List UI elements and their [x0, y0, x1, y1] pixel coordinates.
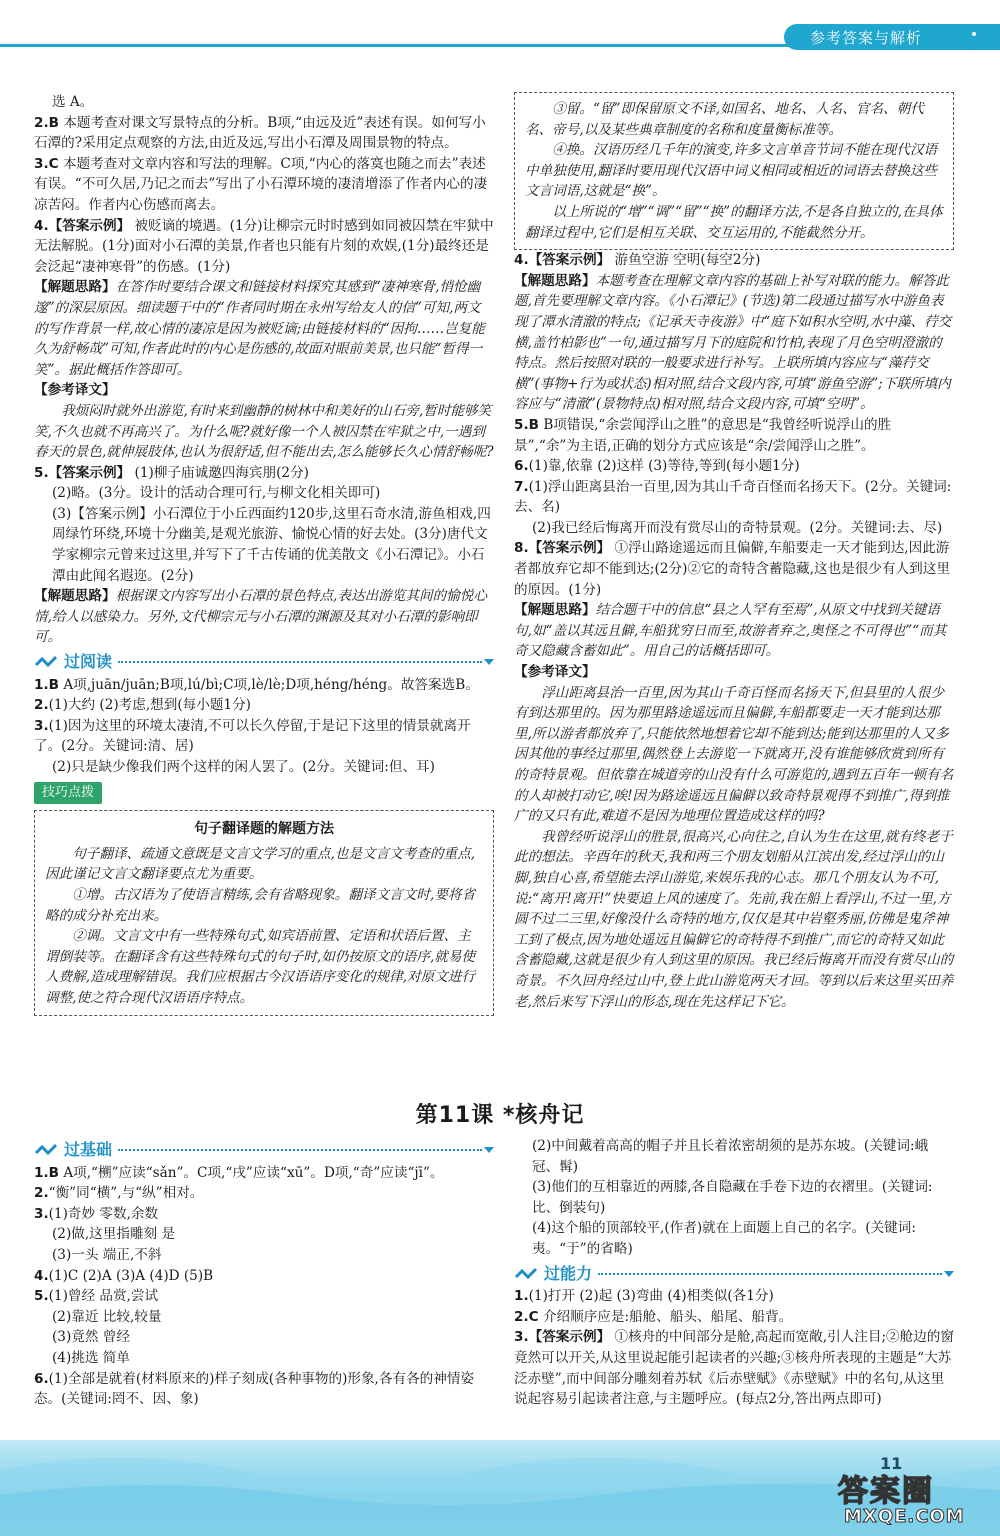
item-text: A项,“㮶”应读“sǎn”。C项,“戌”应读“xū”。D项,“奇”应读“jī”。	[63, 1164, 444, 1181]
tip-title: 句子翻译题的解题方法	[194, 821, 334, 838]
item-number: 1.B	[34, 1164, 59, 1181]
item-text: 介绍顺序应是:船舱、船头、船尾、船背。	[542, 1308, 793, 1325]
chevron-down-icon	[944, 1271, 954, 1277]
chevron-down-icon	[484, 659, 494, 665]
section-header-basic	[34, 1140, 494, 1161]
item-number: 1.B	[34, 676, 59, 693]
item-text: (4)这个船的顶部较平,(作者)就在上面题上自己的名字。(关键词:夷。“于”的省略)	[532, 1220, 916, 1257]
item-text: (2)我已经后悔离开而没有赏尽山的奇特景观。(2分。关键词:去、尽)	[532, 519, 943, 536]
section-rule	[118, 661, 482, 663]
analysis	[34, 586, 494, 648]
answer-item	[34, 1286, 494, 1307]
right-column-lower	[514, 1136, 954, 1410]
answer-item	[34, 113, 494, 154]
answer-item	[34, 216, 494, 278]
item-text: ①浮山路途遥远而且偏僻,车船要走一天才能到达,因此游者都放弃它却不能到达;(2分)②它的奇特含蓄隐藏,这也是很少有人到这里的原因。(1分)	[514, 540, 950, 598]
tip-text: 以上所说的“增”“调”“留”“换”的翻译方法,不是各自独立的,在具体翻译过程中,它们是相互关联、交互运用的,不能截然分开。	[525, 203, 943, 241]
header-tab-label: 参考答案与解析	[810, 29, 923, 47]
tip-text: ②调。文言文中有一些特殊句式,如宾语前置、定语和状语后置、主谓倒装等。在翻译含有这些特殊句式的句子时,如仍按原文的语序,就易使人费解,造成理解错误。我们应根据古今汉语语序变化的规律,对原文进行调整,使之符合现代汉语语序特点。	[45, 928, 476, 1006]
analysis-text: 本题考查在理解文章内容的基础上补写对联的能力。解答此题,首先要理解文章内容。《小石潭记》(节选)第二段通过描写水中游鱼表现了潭水清澈的特点;《记承天寺夜游》中“庭下如积水空明,水中藻、荇交横,盖竹柏影也”一句,通过描写月下的庭院和竹柏,表现了月色空明澄澈的特点。然后按照对联的一般要求进行补写。上联所填内容应与“藻荇交横”(事物+行为或状态)相对照,结合文段内容,可填“游鱼空游”;下联所填内容应与“清澈”(景物特点)相对照,结合文段内容,可填“空明”。	[514, 272, 952, 413]
tag: 【解题思路】	[34, 279, 116, 296]
item-text: 本题考查对课文写景特点的分析。B项,“由远及近”表述有误。如何写小石潭的?采用定点观察的方法,由近及远,写出小石潭及周围景物的特点。	[34, 114, 486, 152]
item-text: (3)一头 端正,不斜	[52, 1246, 162, 1263]
answer-item	[514, 456, 954, 477]
item-text: (4)挑选 简单	[52, 1349, 130, 1366]
item-text: (2)中间戴着高高的帽子并且长着浓密胡须的是苏东坡。(关键词:峨冠、髯)	[532, 1138, 929, 1175]
answer-item	[34, 675, 494, 696]
item-text: (1)因为这里的环境太凄清,不可以长久停留,于是记下这里的情景就离开了。(2分。关键词:清、居)	[34, 717, 471, 755]
analysis-text: 根据课文内容写出小石潭的景色特点,表达出游览其间的愉悦心情,给人以感染力。另外,文代柳宗元与小石潭的渊源及其对小石潭的影响即可。	[34, 588, 487, 646]
item-number: 3.C	[34, 155, 59, 172]
section-title: 过基础	[64, 1140, 113, 1159]
analysis	[34, 277, 494, 380]
answer-item	[34, 716, 494, 757]
answer-item	[34, 463, 494, 484]
item-number: 7.	[514, 478, 529, 495]
item-text: (1)奇妙 零数,余数	[48, 1205, 159, 1222]
item-number: 3.	[514, 1329, 529, 1346]
translation-tag	[34, 380, 494, 401]
item-text: (3)【答案示例】小石潭位于小丘西面约120步,这里石奇水清,游鱼相戏,四周绿竹环绕,环境十分幽美,是观光旅游、愉悦心情的好去处。(3分)唐代文学家柳宗元曾来过这里,并写下了千古传诵的优美散文《小石潭记》。小石潭由此闻名遐迩。(2分)	[52, 505, 491, 584]
left-column-lower	[34, 1136, 494, 1410]
answer-item	[514, 1286, 954, 1307]
item-number: 3.	[34, 717, 49, 734]
item-text: (1)靠,依靠 (2)这样 (3)等待,等到(每小题1分)	[528, 458, 800, 475]
item-text: (2)只是缺少像我们两个这样的闲人罢了。(2分。关键词:但、耳)	[52, 759, 435, 775]
watermark-url: MXQE.COM	[844, 1506, 965, 1527]
translation-text: 浮山距离县治一百里,因为其山千奇百怪而名扬天下,但县里的人很少有到达那里的。因为那里路途遥远而且偏僻,车船都要走一天才能到达那里,所以游者都放弃了,只能依然地想着它却不能到达;能到达那里的人又多因其他的事经过那里,偶然登上去游览一下就离开,没有谁能够欣赏到所有的奇特景观。但依靠在城道旁的山没有什么可游览的,遇到五百年一顿有名的人却被打动它,唉!因为路途遥远且偏僻以致奇特景观得不到推广,得到推广的又只有此,难道不是因为地理位置造成这样的吗?	[514, 684, 954, 825]
analysis-text: 在答作时要结合课文和链接材料探究其感到“凄神寒骨,悄怆幽邃”的深层原因。细读题干中的“作者同时期在永州写给友人的信”可知,两文的写作背景一样,故心情的凄凉是因为被贬谪;由链接材料的“因拘……岂复能久为舒畅哉”可知,作者此时的内心是伤感的,故面对眼前美景,也只能“暂得一笑”。据此概括作答即可。	[34, 279, 485, 378]
answer-item	[34, 1163, 494, 1184]
item-text: 被贬谪的境遇。(1分)让柳宗元时时感到如同被囚禁在牢狱中无法解脱。(1分)面对小石潭的美景,作者也只能有片刻的欢娱,(1分)最终还是会泛起“凄神寒骨”的伤感。(1分)	[34, 217, 494, 275]
item-text: (1)大约 (2)考虑,想到(每小题1分)	[48, 697, 251, 714]
tip-text: 句子翻译、疏通文意既是文言文学习的重点,也是文言文考查的重点,因此谨记文言文翻译要点尤为重要。	[45, 845, 476, 883]
section-icon	[34, 1143, 58, 1157]
left-column	[34, 92, 494, 1016]
section-header-ability	[514, 1264, 954, 1285]
item-text: “衡”同“横”,与“纵”相对。	[48, 1185, 204, 1202]
answer-item	[514, 1327, 954, 1409]
item-text: 游鱼空游 空明(每空2分)	[614, 252, 761, 269]
item-text: (1)C (2)A (3)A (4)D (5)B	[48, 1267, 214, 1284]
tip-tag: 技巧点拨	[34, 782, 102, 805]
lesson-title: 第11课 *核舟记	[415, 1103, 585, 1128]
answer-item	[514, 250, 954, 271]
text: 选 A。	[52, 94, 94, 110]
item-text: 本题考查对文章内容和写法的理解。C项,“内心的落寞也随之而去”表述有误。“不可久居,乃记之而去”写出了小石潭环境的凄清增添了作者内心的凄凉苦闷。作者内心伤感而离去。	[34, 155, 488, 213]
section-icon	[514, 1267, 538, 1281]
answer-item	[514, 477, 954, 518]
item-number: 4.	[34, 217, 49, 234]
item-number: 2.B	[34, 114, 59, 131]
watermark-text: 答案圈	[838, 1474, 934, 1509]
section-icon	[34, 655, 58, 669]
tag: 【答案示例】	[528, 1329, 611, 1346]
tip-box-continued	[514, 92, 954, 250]
tip-text: ①增。古汉语为了使语言精练,会有省略现象。翻译文言文时,要将省略的成分补充出来。	[45, 886, 476, 924]
analysis	[514, 600, 954, 662]
tip-text: ③留。“留”即保留原文不译,如国名、地名、人名、官名、朝代名、帝号,以及某些典章制度的名称和度量衡标准等。	[525, 101, 924, 138]
rocket-icon	[954, 22, 988, 52]
translation-tag	[514, 662, 954, 683]
tag: 【解题思路】	[514, 602, 596, 619]
tag: 【解题思路】	[514, 272, 596, 289]
item-text: (1)曾经 品赏,尝试	[48, 1288, 159, 1305]
item-number: 5.	[34, 464, 49, 481]
item-number: 4.	[514, 252, 529, 269]
item-number: 2.C	[514, 1308, 539, 1325]
chevron-down-icon	[484, 1147, 494, 1153]
tag: 【答案示例】	[528, 252, 611, 269]
tip-text: ④换。汉语历经几千年的演变,许多文言单音节词不能在现代汉语中单独使用,翻译时要用现代汉语中词义相同或相近的词语去替换这些文言词语,这就是“换”。	[525, 142, 938, 200]
tag: 【解题思路】	[34, 588, 116, 605]
item-text: (3)他们的互相靠近的两膝,各自隐藏在手卷下边的衣褶里。(关键词:比、倒装句)	[532, 1179, 933, 1216]
section-rule	[598, 1273, 942, 1275]
section-title: 过阅读	[64, 652, 113, 672]
analysis-text: 结合题干中的信息“县之人罕有至焉”,从原文中找到关键语句,如“盖以其远且僻,车船犹穷日而至,故游者弃之,奥怪之不可得也”“而其奇又隐藏含蓄如此”。用自己的话概括即可。	[514, 602, 947, 660]
page-number: 11	[880, 1454, 903, 1473]
tag: 【参考译文】	[514, 664, 596, 681]
item-text: (1)全部是就着(材料原来的)样子刻成(各种事物的)形象,各有各的神情姿态。(关键词:罔不、因、象)	[34, 1370, 475, 1408]
answer-item	[34, 1183, 494, 1204]
answer-item	[34, 154, 494, 216]
answer-item	[514, 415, 954, 456]
item-text: (2)做,这里指雕刻 是	[52, 1226, 176, 1243]
translation-text: 我烦闷时就外出游览,有时来到幽静的树林中和美好的山石旁,暂时能够笑笑,不久也就不再高兴了。为什么呢?就好像一个人被囚禁在牢狱之中,一遇到春天的景色,就伸展肢体,也认为很舒适,但不能出去,怎么能够长久心情舒畅呢?	[34, 402, 494, 461]
item-text: (1)打开 (2)起 (3)弯曲 (4)相类似(各1分)	[528, 1288, 774, 1305]
answer-item	[34, 1204, 494, 1225]
answer-item	[514, 1307, 954, 1328]
item-number: 1.	[514, 1288, 529, 1305]
tag: 【答案示例】	[528, 540, 611, 557]
section-rule	[118, 1149, 482, 1151]
item-number: 8.	[514, 540, 529, 557]
item-text: (2)靠近 比较,较量	[52, 1308, 162, 1325]
analysis	[514, 271, 954, 415]
item-number: 4.	[34, 1267, 49, 1284]
item-text: A项,juān/juān;B项,lú/bì;C项,lè/lè;D项,héng/héng。故答案选B。	[63, 676, 479, 693]
item-text: (3)竟然 曾经	[52, 1329, 130, 1346]
item-text: (2)略。(3分。设计的活动合理可行,与柳文化相关即可)	[52, 485, 381, 502]
item-number: 2.	[34, 697, 49, 714]
answer-item	[34, 695, 494, 716]
item-text: ①核舟的中间部分是舱,高起而宽敞,引人注目;②舱边的窗竟然可以开关,从这里说起能引起读者的兴趣;③核舟所表现的主题是“大苏泛赤壁”,而中间部分雕刻着苏轼《后赤壁赋》《赤壁赋》中的名句,从这里说起容易引起读者注意,与主题呼应。(每点2分,答出两点即可)	[514, 1329, 954, 1408]
tag: 【答案示例】	[48, 464, 131, 481]
tag: 【参考译文】	[34, 382, 116, 399]
item-number: 6.	[34, 1370, 49, 1387]
item-text: (1)柳子庙诚邀四海宾朋(2分)	[134, 464, 309, 481]
item-number: 2.	[34, 1185, 49, 1202]
section-title: 过能力	[544, 1263, 593, 1283]
item-number: 6.	[514, 458, 529, 475]
item-text: B项错误,“余尝闻浮山之胜”的意思是“我曾经听说浮山的胜景”,“余”为主语,正确的划分方式应该是“余/尝闻浮山之胜”。	[514, 416, 892, 454]
section-header-read	[34, 652, 494, 673]
tag: 【答案示例】	[48, 217, 131, 234]
answer-item	[514, 538, 954, 600]
tip-box	[34, 810, 494, 1015]
answer-item	[34, 1266, 494, 1287]
right-column	[514, 92, 954, 1012]
answer-item	[34, 1369, 494, 1410]
item-number: 5.B	[514, 416, 539, 433]
item-text: (1)浮山距离县治一百里,因为其山千奇百怪而名扬天下。(2分。关键词:去、名)	[514, 478, 952, 516]
item-number: 3.	[34, 1205, 49, 1222]
watermark-logo	[838, 1466, 988, 1532]
translation-text: 我曾经听说浮山的胜景,很高兴,心向往之,自认为生在这里,就有终老于此的想法。辛酉年的秋天,我和两三个朋友划船从江滨出发,经过浮山的山脚,独自心喜,希望能去浮山游览,来娱乐我的心志。那几个朋友认为不可,说:“离开!离开!”快要追上风的速度了。先前,我在船上看浮山,不过一里,方圆不过二三里,好像没什么奇特的地方,仅仅是其中岩壑秀丽,仿佛是鬼斧神工到了极点,因为地处遥远且偏僻它的奇特得不到推广,而它的奇特又如此含蓄隐藏,这就是很少有人到这里的原因。我已经后悔离开而没有赏尽山的奇景。不久回舟经过山中,登上此山游览两天才回。等到以后来这里买田养老,然后来写下浮山的形态,现在先这样记下它。	[514, 828, 954, 1010]
item-number: 5.	[34, 1288, 49, 1305]
